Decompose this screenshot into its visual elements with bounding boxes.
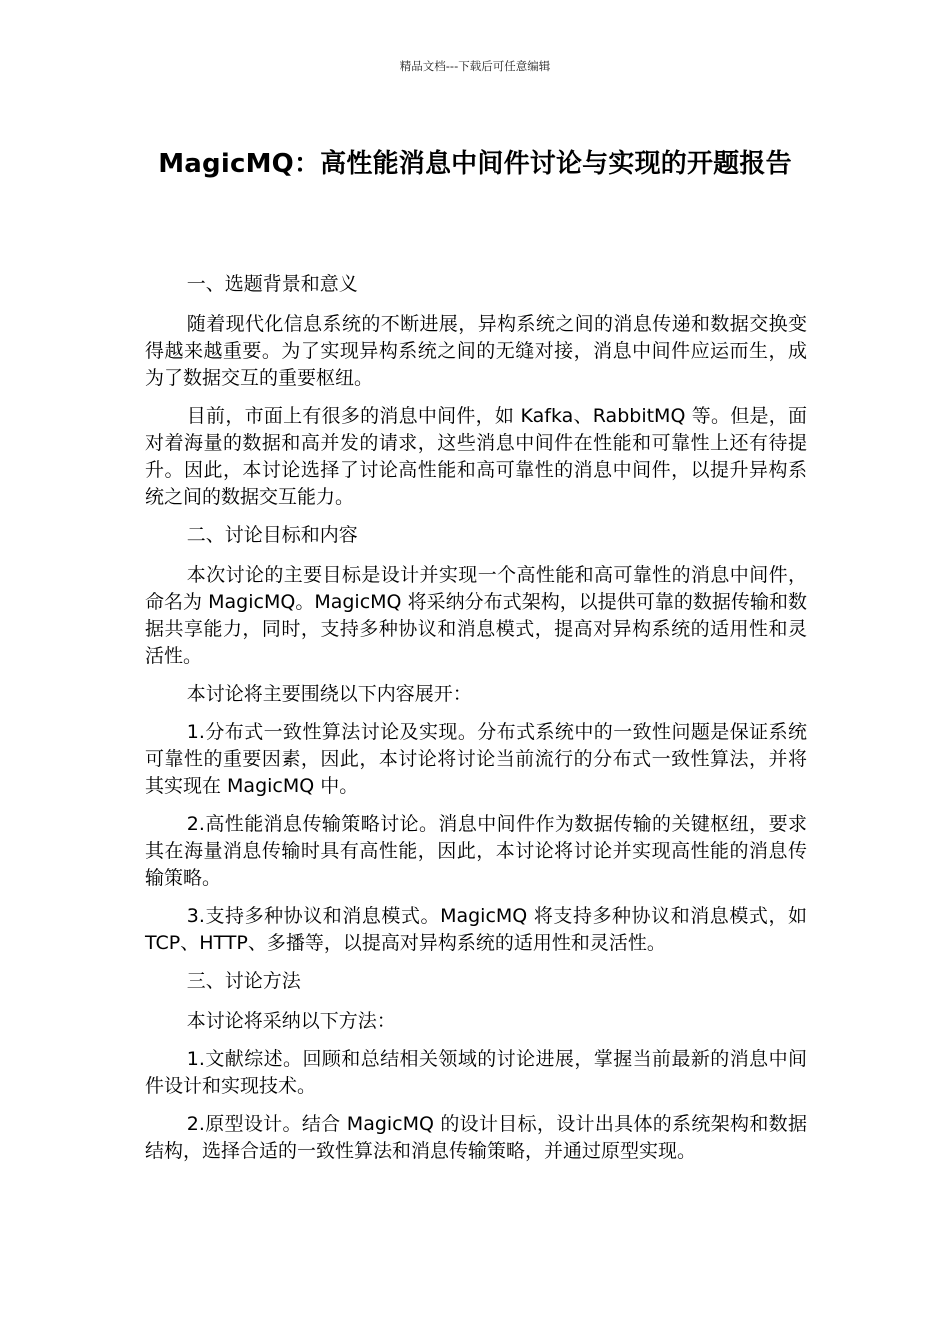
paragraph: 本讨论将采纳以下方法： [186,1010,396,1032]
list-item: 1.文献综述。回顾和总结相关领域的讨论进展，掌握当前最新的消息中间件设计和实现技术。 [145,1048,807,1097]
paragraph: 随着现代化信息系统的不断进展，异构系统之间的消息传递和数据交换变得越来越重要。为了实现异构系统之间的无缝对接，消息中间件应运而生，成为了数据交互的重要枢纽。 [145,313,807,389]
list-item: 2.高性能消息传输策略讨论。消息中间件作为数据传输的关键枢纽，要求其在海量消息传输时具有高性能，因此，本讨论将讨论并实现高性能的消息传输策略。 [145,813,807,889]
section-heading: 三、讨论方法 [186,970,301,992]
list-item: 2.原型设计。结合 MagicMQ 的设计目标，设计出具体的系统架构和数据结构，选择合适的一致性算法和消息传输策略，并通过原型实现。 [145,1113,807,1162]
list-item: 1.分布式一致性算法讨论及实现。分布式系统中的一致性问题是保证系统可靠性的重要因素，因此，本讨论将讨论当前流行的分布式一致性算法，并将其实现在 MagicMQ 中。 [145,721,807,797]
section-heading: 二、讨论目标和内容 [186,524,358,546]
document-title: MagicMQ：高性能消息中间件讨论与实现的开题报告 [158,149,792,179]
list-item: 3.支持多种协议和消息模式。MagicMQ 将支持多种协议和消息模式，如 TCP、HTTP、多播等，以提高对异构系统的适用性和灵活性。 [145,905,807,954]
paragraph: 本次讨论的主要目标是设计并实现一个高性能和高可靠性的消息中间件，命名为 MagicMQ。MagicMQ 将采纳分布式架构，以提供可靠的数据传输和数据共享能力，同时，支持多种协议和消息模式，提高对异构系统的适用性和灵活性。 [145,564,807,667]
paragraph: 目前，市面上有很多的消息中间件，如 Kafka、RabbitMQ 等。但是，面对着海量的数据和高并发的请求，这些消息中间件在性能和可靠性上还有待提升。因此，本讨论选择了讨论高性能和高可靠性的消息中间件，以提升异构系统之间的数据交互能力。 [145,405,807,508]
paragraph: 本讨论将主要围绕以下内容展开： [186,683,472,705]
header-note: 精品文档---下载后可任意编辑 [399,59,551,73]
document-body [145,271,807,1176]
section-heading: 一、选题背景和意义 [186,273,358,295]
